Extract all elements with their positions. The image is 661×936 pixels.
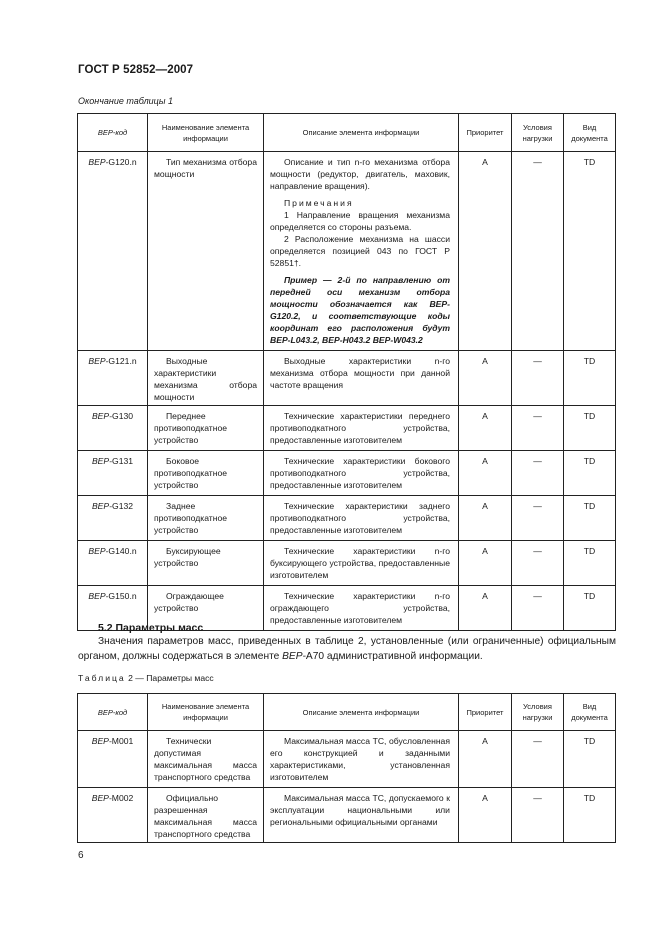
table2-caption: Таблица 2 — Параметры масс [78, 673, 214, 683]
row-code: ВЕР-G130 [78, 406, 148, 451]
table-row [78, 351, 616, 406]
header-desc: Описание элемента информации [264, 114, 459, 152]
table2-header-row [78, 694, 616, 731]
table-row [78, 451, 616, 496]
header-name: Наименование элемента информации [148, 114, 264, 152]
document-title: ГОСТ Р 52852—2007 [78, 64, 194, 76]
row-priority: A [459, 451, 512, 496]
table1 [77, 113, 616, 631]
row-code: ВЕР-G132 [78, 496, 148, 541]
row-priority: A [459, 496, 512, 541]
row-priority: A [459, 731, 512, 788]
row-doc-type: TD [564, 451, 616, 496]
row-name: Технически допустимая максимальная масса транспортного средства [148, 731, 264, 788]
row-doc-type: TD [564, 496, 616, 541]
header-doc-type: Вид документа [564, 694, 616, 731]
table-row [78, 152, 616, 351]
row-desc [264, 152, 459, 351]
row-doc-type: TD [564, 586, 616, 631]
row-conditions: — [512, 451, 564, 496]
row-desc: Технические характеристики n-го буксирующего устройства, предоставленные изготовителем [264, 541, 459, 586]
row-name: Тип механизма отбора мощности [148, 152, 264, 351]
row-doc-type: TD [564, 541, 616, 586]
table-row [78, 731, 616, 788]
header-priority: Приоритет [459, 114, 512, 152]
example-text: Пример — 2-й по направлению от передней оси механизм отбора мощности обозначается как ВЕР-G120.2, и соответствующие коды координат его расположения будут ВЕР-L043.2, ВЕР-Н043.2 ВЕР-W043.2 [270, 275, 450, 345]
row-code: ВЕР-М002 [78, 788, 148, 843]
row-doc-type: TD [564, 351, 616, 406]
row-desc: Выходные характеристики n-го механизма отбора мощности при данной частоте вращения [264, 351, 459, 406]
row-desc: Максимальная масса ТС, допускаемого к эксплуатации национальными или региональными официальными органами [264, 788, 459, 843]
table1-caption: Окончание таблицы 1 [78, 96, 173, 106]
row-desc-text: Описание и тип n-го механизма отбора мощности (редуктор, двигатель, маховик, направление вращения). [270, 157, 450, 191]
row-code: ВЕР-G150.n [78, 586, 148, 631]
page-number: 6 [78, 850, 84, 861]
row-desc: Максимальная масса ТС, обусловленная его конструкцией и заданными характеристиками, установленная изготовителем [264, 731, 459, 788]
row-name: Официально разрешенная максимальная масса транспортного средства [148, 788, 264, 843]
header-priority: Приоритет [459, 694, 512, 731]
row-conditions: — [512, 406, 564, 451]
row-name: Буксирующее устройство [148, 541, 264, 586]
row-doc-type: TD [564, 731, 616, 788]
row-desc: Технические характеристики n-го ограждающего устройства, предоставленные изготовителем [264, 586, 459, 631]
row-code: ВЕР-G121.n [78, 351, 148, 406]
row-code: ВЕР-М001 [78, 731, 148, 788]
row-doc-type: TD [564, 152, 616, 351]
table-row [78, 541, 616, 586]
row-priority: A [459, 788, 512, 843]
row-priority: A [459, 586, 512, 631]
row-conditions: — [512, 586, 564, 631]
row-name: Ограждающее устройство [148, 586, 264, 631]
row-name: Переднее противоподкатное устройство [148, 406, 264, 451]
header-code: ВЕР-код [78, 114, 148, 152]
note-1: 1 Направление вращения механизма определяется со стороны разъема. [270, 210, 450, 232]
row-conditions: — [512, 788, 564, 843]
row-priority: A [459, 406, 512, 451]
row-code: ВЕР-G131 [78, 451, 148, 496]
section-heading: 5.2 Параметры масс [98, 622, 204, 634]
row-code: ВЕР-G120.n [78, 152, 148, 351]
row-name: Выходные характеристики механизма отбора мощности [148, 351, 264, 406]
row-conditions: — [512, 152, 564, 351]
row-doc-type: TD [564, 406, 616, 451]
row-conditions: — [512, 731, 564, 788]
header-conditions: Условия нагрузки [512, 114, 564, 152]
header-conditions: Условия нагрузки [512, 694, 564, 731]
table-row [78, 496, 616, 541]
row-priority: A [459, 541, 512, 586]
note-2: 2 Расположение механизма на шасси определяется позицией 043 по ГОСТ Р 52851†. [270, 234, 450, 268]
row-name: Боковое противоподкатное устройство [148, 451, 264, 496]
header-desc: Описание элемента информации [264, 694, 459, 731]
row-conditions: — [512, 541, 564, 586]
row-code: ВЕР-G140.n [78, 541, 148, 586]
header-name: Наименование элемента информации [148, 694, 264, 731]
table-row [78, 406, 616, 451]
row-priority: A [459, 351, 512, 406]
header-code: ВЕР-код [78, 694, 148, 731]
row-conditions: — [512, 496, 564, 541]
row-desc: Технические характеристики заднего противоподкатного устройства, предоставленные изготовителем [264, 496, 459, 541]
row-conditions: — [512, 351, 564, 406]
section-paragraph: Значения параметров масс, приведенных в таблице 2, установленные (или ограниченные) официальным органом, должны содержаться в элементе ВЕР-А70 административной информации. [78, 636, 616, 662]
row-name: Заднее противоподкатное устройство [148, 496, 264, 541]
note-heading: Примечания [284, 198, 354, 208]
table2 [77, 693, 616, 843]
row-doc-type: TD [564, 788, 616, 843]
row-priority: A [459, 152, 512, 351]
header-doc-type: Вид документа [564, 114, 616, 152]
table-row [78, 788, 616, 843]
row-desc: Технические характеристики переднего противоподкатного устройства, предоставленные изготовителем [264, 406, 459, 451]
table1-header-row [78, 114, 616, 152]
row-desc: Технические характеристики бокового противоподкатного устройства, предоставленные изготовителем [264, 451, 459, 496]
